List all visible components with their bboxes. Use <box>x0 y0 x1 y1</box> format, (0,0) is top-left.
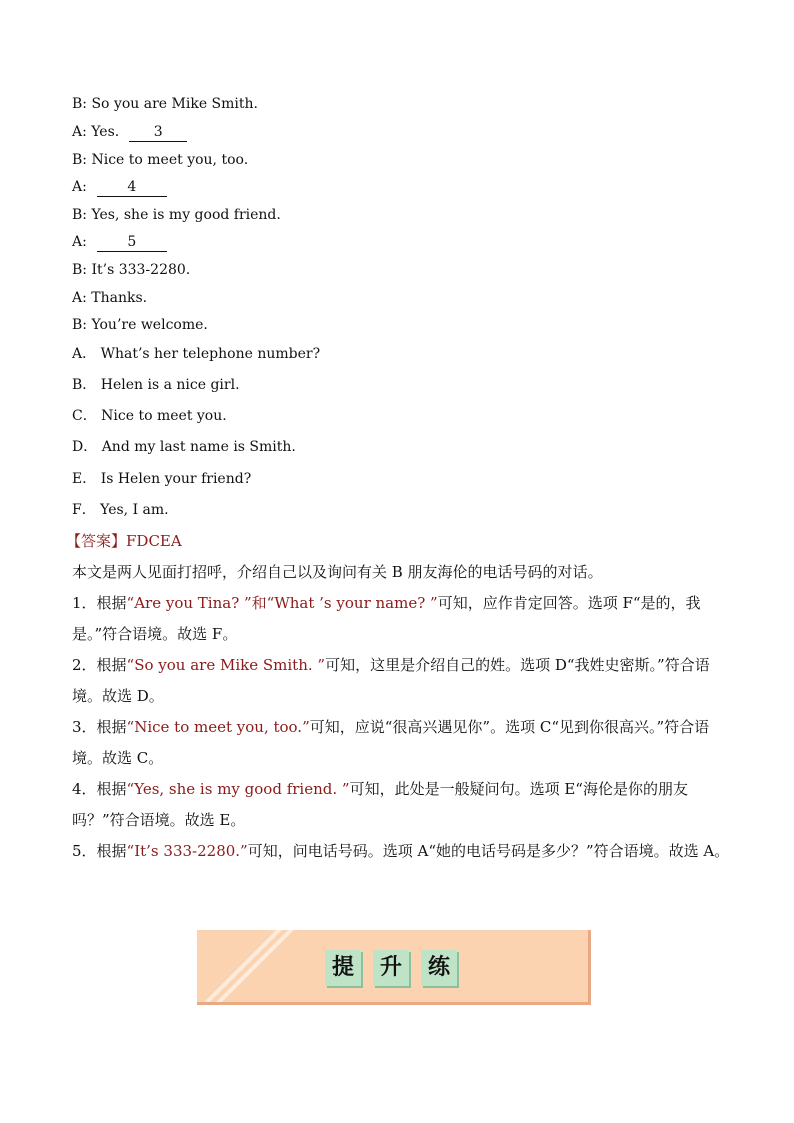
explanation-quote: “Are you Tina? ”和“What ’s your name? ” <box>126 594 438 612</box>
summary-text: 本文是两人见面打招呼，介绍自己以及询问有关 B 朋友海伦的电话号码的对话。 <box>72 563 603 581</box>
dialogue-line <box>72 206 281 224</box>
speaker-label: B: <box>72 317 88 333</box>
option-text: What’s her telephone number? <box>100 346 321 362</box>
explanation-quote: “It’s 333-2280.” <box>126 842 248 860</box>
option-text: And my last name is Smith. <box>101 439 296 455</box>
blank-5: 5 <box>97 233 167 252</box>
explanation-prefix: 1．根据 <box>72 594 127 612</box>
explanation-detail: 可知，这里是介绍自己的姓。选项 D“我姓史密斯。”符合语境。故选 D。 <box>72 656 710 705</box>
option-f <box>72 501 169 519</box>
blank-4: 4 <box>97 178 167 197</box>
banner-char: 练 <box>421 950 457 986</box>
explanation-quote: “Nice to meet you, too.” <box>126 718 310 736</box>
speaker-label: B: <box>72 262 88 278</box>
option-a <box>72 345 320 363</box>
option-text: Nice to meet you. <box>101 408 227 424</box>
dialogue-line <box>72 233 167 252</box>
answer-line <box>66 532 182 550</box>
banner-char: 升 <box>373 950 409 986</box>
option-letter: A． <box>72 346 97 362</box>
option-letter: D． <box>72 439 98 455</box>
option-text: Helen is a nice girl. <box>100 377 240 393</box>
explanation-2 <box>72 650 732 712</box>
option-letter: B． <box>72 377 97 393</box>
blank-3: 3 <box>129 123 187 142</box>
option-d <box>72 438 296 456</box>
explanation-3 <box>72 712 732 774</box>
explanation-quote: “Yes, she is my good friend. ” <box>126 780 350 798</box>
banner-char: 提 <box>325 950 361 986</box>
speaker-label: A: <box>72 124 87 140</box>
option-e <box>72 470 251 488</box>
option-letter: F． <box>72 502 96 518</box>
dialogue-line <box>72 261 190 279</box>
explanation-detail: 可知，应作肯定回答。选项 F“是的，我是。”符合语境。故选 F。 <box>72 594 701 643</box>
option-b <box>72 376 240 394</box>
speaker-label: B: <box>72 152 88 168</box>
explanation-4 <box>72 774 732 836</box>
dialogue-line <box>72 95 258 113</box>
explanation-5 <box>72 836 732 867</box>
explanation-prefix: 4．根据 <box>72 780 127 798</box>
option-letter: C． <box>72 408 97 424</box>
dialogue-text: So you are Mike Smith. <box>91 96 258 112</box>
option-c <box>72 407 227 425</box>
dialogue-line <box>72 151 248 169</box>
explanation-1 <box>72 588 732 650</box>
dialogue-line <box>72 316 208 334</box>
dialogue-text: You’re welcome. <box>91 317 208 333</box>
explanation-quote: “So you are Mike Smith. ” <box>126 656 326 674</box>
explanation-detail: 可知，问电话号码。选项 A“她的电话号码是多少？”符合语境。故选 A。 <box>247 842 730 860</box>
speaker-label: B: <box>72 207 88 223</box>
explanation-detail: 可知，此处是一般疑问句。选项 E“海伦是你的朋友吗？”符合语境。故选 E。 <box>72 780 688 829</box>
option-text: Yes, I am. <box>100 502 169 518</box>
dialogue-line <box>72 289 147 307</box>
option-letter: E． <box>72 471 97 487</box>
speaker-label: B: <box>72 96 88 112</box>
dialogue-text: Thanks. <box>91 290 148 306</box>
dialogue-text: Nice to meet you, too. <box>91 152 249 168</box>
speaker-label: A: <box>72 179 87 195</box>
dialogue-line <box>72 123 187 142</box>
explanation-prefix: 2．根据 <box>72 656 127 674</box>
explanation-detail: 可知，应说“很高兴遇见你”。选项 C“见到你很高兴。”符合语境。故选 C。 <box>72 718 710 767</box>
option-text: Is Helen your friend? <box>100 471 252 487</box>
dialogue-line <box>72 178 167 197</box>
dialogue-text: Yes, she is my good friend. <box>91 207 281 223</box>
section-banner <box>197 930 591 1005</box>
speaker-label: A: <box>72 290 87 306</box>
speaker-label: A: <box>72 234 87 250</box>
dialogue-text: It’s 333-2280. <box>91 262 191 278</box>
explanation-prefix: 3．根据 <box>72 718 127 736</box>
explanation-prefix: 5．根据 <box>72 842 127 860</box>
answer-label: 【答案】 <box>66 532 127 550</box>
dialogue-text: Yes. <box>91 124 120 140</box>
answer-value: FDCEA <box>126 532 182 550</box>
